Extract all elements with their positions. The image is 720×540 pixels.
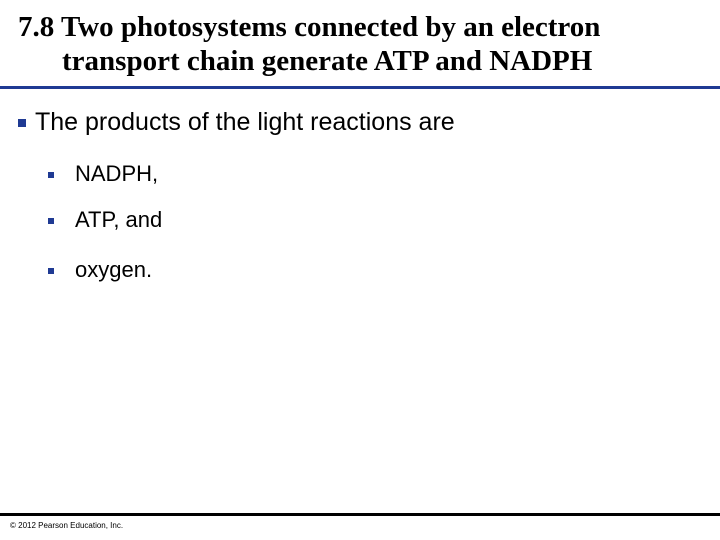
slide-title: [18, 10, 708, 78]
bullet-text: ATP, and: [75, 207, 163, 232]
square-bullet-icon: [48, 268, 54, 274]
square-bullet-icon: [18, 119, 26, 127]
title-divider: [0, 86, 720, 89]
square-bullet-icon: [48, 218, 54, 224]
bullet-text: The products of the light reactions are: [35, 108, 455, 136]
bullet-text: oxygen.: [75, 257, 153, 282]
square-bullet-icon: [48, 172, 54, 178]
title-line-1: 7.8 Two photosystems connected by an electron: [18, 11, 601, 43]
copyright-notice: © 2012 Pearson Education, Inc.: [10, 521, 124, 530]
title-line-2: transport chain generate ATP and NADPH: [62, 45, 593, 77]
footer-divider: [0, 513, 720, 516]
bullet-text: NADPH,: [75, 161, 159, 186]
